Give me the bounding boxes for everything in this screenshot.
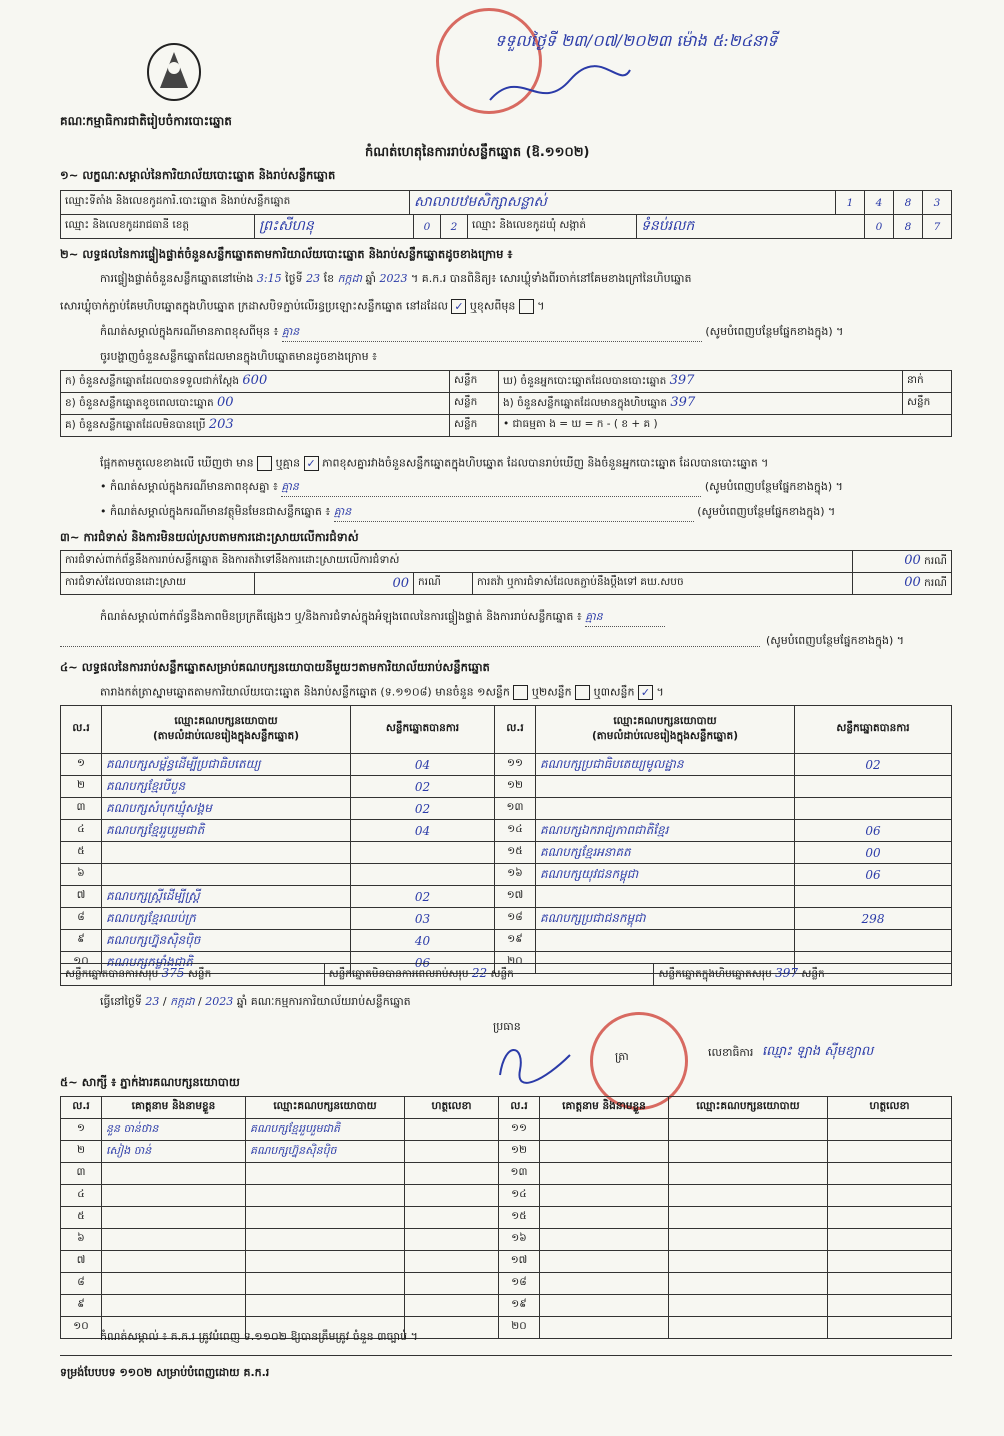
witness-name <box>540 1251 669 1273</box>
witness-signature <box>405 1251 499 1273</box>
party-name: គណបក្សខ្មែរបីបួន <box>102 776 351 798</box>
no: ១៥ <box>495 842 536 864</box>
witness-signature <box>828 1207 952 1229</box>
table-row <box>61 842 952 864</box>
location-value: សាលាបឋមសិក្សាសន្លាស់ <box>410 191 836 215</box>
witness-name <box>540 1295 669 1317</box>
count-e-value: 397 <box>670 395 696 410</box>
no: ១៧ <box>499 1251 540 1273</box>
no: ១៨ <box>495 908 536 930</box>
discrepancy-line <box>100 456 960 473</box>
no: ១០ <box>61 952 102 974</box>
p1-text: ។ គ.ក.រ បានពិនិត្យ៖ សោរឃ្លុំទាំងពីរចាក់នៅគែមខាងក្រៅនៃហិបឆ្នោត <box>411 272 692 285</box>
no: ១ <box>61 1119 102 1141</box>
commune-code-digit: 0 <box>865 215 894 239</box>
no: ៨ <box>61 908 102 930</box>
irregularity-continuation-line <box>60 634 760 647</box>
witness-name <box>102 1207 246 1229</box>
witness-party <box>246 1273 405 1295</box>
col-name: គោត្តនាម និងនាមខ្លួន <box>540 1097 669 1119</box>
unit-label: ករណី <box>924 577 947 589</box>
table-row <box>61 1295 952 1317</box>
witness-name <box>540 1207 669 1229</box>
p1-text: ខែ <box>323 272 335 285</box>
witness-party <box>246 1295 405 1317</box>
appealed-value: 00 <box>904 575 921 590</box>
count-unit: សន្លឹក <box>903 393 952 415</box>
date-day: 23 <box>145 995 160 1008</box>
location-code-digit: 3 <box>923 191 952 215</box>
form-reference: ទម្រង់បែបបទ ១១០២ សម្រាប់បំពេញដោយ គ.ក.រ <box>60 1366 270 1379</box>
no: ១៨ <box>499 1273 540 1295</box>
table-row <box>61 798 952 820</box>
col-sign: ហត្ថលេខា <box>828 1097 952 1119</box>
discrepancy-note-line <box>100 480 960 497</box>
witness-name <box>102 1185 246 1207</box>
location-code-digit: 1 <box>836 191 865 215</box>
table-row <box>61 1229 952 1251</box>
location-code-digit: 4 <box>865 191 894 215</box>
col-sign: ហត្ថលេខា <box>405 1097 499 1119</box>
no: ២ <box>61 1141 102 1163</box>
verification-month: កក្កដា <box>337 272 363 285</box>
resolved-value: 00 <box>392 576 409 591</box>
no: ១៤ <box>499 1185 540 1207</box>
no: ១៣ <box>495 798 536 820</box>
witness-name: សៀង ចាន់ <box>102 1141 246 1163</box>
two-sheets-checkbox[interactable] <box>575 685 590 700</box>
table-row <box>61 864 952 886</box>
irregularity-note-label: កំណត់សម្គាល់ពាក់ព័ន្ធនឹងភាពមិនប្រក្រតីផ្សេងៗ ឬ/និងការជំទាស់ក្នុងអំឡុងពេលនៃការផ្ទៀងផ្ទាត់ និងការរាប់សន្លឹកឆ្នោត ៖ <box>100 610 582 623</box>
no: ៦ <box>61 864 102 886</box>
vote-count <box>795 886 952 908</box>
chair-signature-icon <box>490 1035 580 1090</box>
footer-note: កំណត់សម្គាល់ ៖ គ.ក.រ ត្រូវបំពេញ ទ.១១០២ ឱ្យបានត្រឹមត្រូវ ចំនួន ៣ច្បាប់ ។ <box>100 1330 418 1343</box>
party-name: គណបក្សកម្លាំងជាតិ <box>102 952 351 974</box>
no: ២០ <box>499 1317 540 1339</box>
witness-signature <box>828 1185 952 1207</box>
has-discrepancy-checkbox[interactable] <box>257 456 272 471</box>
witness-party <box>246 1229 405 1251</box>
no: ១២ <box>495 776 536 798</box>
difference-note-label: កំណត់សម្គាល់ក្នុងករណីមានភាពខុសពីមុន ៖ <box>100 325 279 338</box>
fill-note: (សូមបំពេញបន្ថែមផ្នែកខាងក្នុង) ។ <box>705 325 844 338</box>
vote-count: 298 <box>795 908 952 930</box>
no: ១៣ <box>499 1163 540 1185</box>
witness-party: គណបក្សហ្វ៊ុនស៊ិនប៉ិច <box>246 1141 405 1163</box>
witness-name <box>102 1229 246 1251</box>
total-valid-value: 375 <box>161 966 185 980</box>
received-note: ទទួលថ្ងៃទី ២៣/០៧/២០២៣ ម៉ោង ៥:២៤នាទី <box>495 31 778 50</box>
no: ៩ <box>61 1295 102 1317</box>
commune-value: ទំនប់រលក <box>637 215 865 239</box>
table-row <box>61 908 952 930</box>
discrepancy-note-value[interactable]: គ្មាន <box>281 480 701 497</box>
witness-party <box>246 1185 405 1207</box>
vote-count: 02 <box>351 886 495 908</box>
count-intro: ចូរបង្ហាញចំនួនសន្លឹកឆ្នោតដែលមានក្នុងហិបឆ្នោតមានដូចខាងក្រោម ៖ <box>100 350 377 363</box>
witness-party <box>669 1229 828 1251</box>
verification-line-2: សោរឃ្លុំចាក់ភ្ជាប់គែមហិបឆ្នោតក្នុងហិបឆ្នោត ក្រដាសបិទភ្ជាប់លើរន្ធប្រឡោះសន្លឹកឆ្នោត នៅដដែល ✓ ឬខុសពីមុន ។ <box>60 299 545 313</box>
no: ៣ <box>61 798 102 820</box>
vote-count <box>351 864 495 886</box>
witness-signature <box>405 1207 499 1229</box>
witness-signature <box>828 1251 952 1273</box>
verification-year: 2023 <box>379 272 408 285</box>
witness-name <box>540 1141 669 1163</box>
party-name: គណបក្សហ្វ៊ុនស៊ិនប៉ិច <box>102 930 351 952</box>
count-unit: សន្លឹក <box>450 393 499 415</box>
same-as-before-checkbox[interactable]: ✓ <box>451 299 466 314</box>
no: ១៤ <box>495 820 536 842</box>
table-row <box>61 776 952 798</box>
difference-note-line <box>100 325 960 342</box>
footer-divider <box>60 1355 952 1356</box>
no: ១៦ <box>495 864 536 886</box>
table-row <box>61 820 952 842</box>
count-formula: • ជាធម្មតា ង = ឃ = ក - ( ខ + គ ) <box>499 415 952 437</box>
witness-party <box>669 1163 828 1185</box>
witness-party <box>669 1295 828 1317</box>
witness-signature <box>405 1295 499 1317</box>
date-suffix: ឆ្នាំ គណៈកម្មការការិយាល័យរាប់សន្លឹកឆ្នោត <box>236 995 411 1008</box>
difference-note-value[interactable]: គ្មាន <box>282 325 702 342</box>
count-unit: នាក់ <box>903 371 952 393</box>
province-code-digit: 0 <box>414 215 441 239</box>
table-row <box>61 1119 952 1141</box>
totals-table <box>60 963 952 986</box>
witness-name <box>102 1295 246 1317</box>
vote-count: 04 <box>351 754 495 776</box>
count-d-label: ឃ) ចំនួនអ្នកបោះឆ្នោតដែលបានបោះឆ្នោត 397 <box>499 371 903 393</box>
no: ១៧ <box>495 886 536 908</box>
witness-name <box>102 1273 246 1295</box>
unit-label: ករណី <box>414 573 473 595</box>
witness-party <box>669 1119 828 1141</box>
p1-text: ការផ្ទៀងផ្ទាត់ចំនួនសន្លឹកឆ្នោតនៅម៉ោង <box>100 272 254 285</box>
p1-text: ថ្ងៃទី <box>285 272 303 285</box>
stamp-label: ត្រា <box>615 1050 629 1063</box>
province-label: ឈ្មោះ និងលេខកូដរាជធានី ខេត្ត <box>61 215 255 239</box>
witness-name <box>540 1119 669 1141</box>
witness-signature <box>828 1273 952 1295</box>
p5-text: ផ្អែកតាមតួលេខខាងលើ ឃើញថា មាន <box>100 456 254 470</box>
table-row <box>61 1207 952 1229</box>
no: ៥ <box>61 842 102 864</box>
party-name: គណបក្សសម្ព័ន្ធដើម្បីប្រជាធិបតេយ្យ <box>102 754 351 776</box>
secretary-name: ឈ្មោះ ឡាង ស៊ីមខ្យាល <box>762 1044 874 1059</box>
no: ១៩ <box>499 1295 540 1317</box>
commune-code-digit: 7 <box>923 215 952 239</box>
date-line: ធ្វើនៅថ្ងៃទី 23 / កក្កដា / 2023 ឆ្នាំ គណៈកម្មការការិយាល័យរាប់សន្លឹកឆ្នោត <box>100 995 411 1008</box>
commune-label: ឈ្មោះ និងលេខកូដឃុំ សង្កាត់ <box>468 215 637 239</box>
complaints-total-label: ការជំទាស់ពាក់ព័ន្ធនឹងការរាប់សន្លឹកឆ្នោត និងការតវ៉ាទៅនឹងការដោះស្រាយលើការជំទាស់ <box>61 551 853 573</box>
witness-party: គណបក្សខ្មែររួបរួមជាតិ <box>246 1119 405 1141</box>
total-invalid-value: 22 <box>471 966 488 980</box>
party-name <box>536 798 795 820</box>
vote-count <box>795 776 952 798</box>
vote-count <box>351 842 495 864</box>
complaints-total-cell <box>853 551 952 573</box>
date-month: កក្កដា <box>170 995 195 1008</box>
party-name <box>102 842 351 864</box>
table-row <box>61 1273 952 1295</box>
total-valid-cell: សន្លឹកឆ្នោតបានការសរុប 375 សន្លឹក <box>61 964 325 986</box>
table-row <box>61 1141 952 1163</box>
party-name: គណបក្សស្ត្រីដើម្បីស្ត្រី <box>102 886 351 908</box>
p1-text: ឆ្នាំ <box>365 272 376 285</box>
no: ៩ <box>61 930 102 952</box>
commune-code-digit: 8 <box>894 215 923 239</box>
fill-note: (សូមបំពេញបន្ថែមផ្នែកខាងក្នុង) ។ <box>704 480 843 493</box>
irregularity-note-line <box>100 610 960 627</box>
total-invalid-cell: សន្លឹកឆ្នោតមិនបានការពេលរាប់សរុប 22 សន្លឹក <box>324 964 654 986</box>
no: ១១ <box>495 754 536 776</box>
no: ១៥ <box>499 1207 540 1229</box>
vote-count: 02 <box>351 776 495 798</box>
party-name: គណបក្សខ្មែរឈប់ក្រ <box>102 908 351 930</box>
vote-count <box>795 930 952 952</box>
party-name: គណបក្សយុវជនកម្ពុជា <box>536 864 795 886</box>
vote-count: 03 <box>351 908 495 930</box>
witness-signature <box>405 1273 499 1295</box>
ballot-count-table <box>60 370 952 437</box>
count-unit: សន្លឹក <box>450 371 499 393</box>
foreign-object-note-value[interactable]: គ្មាន <box>334 505 694 522</box>
vote-count: 06 <box>351 952 495 974</box>
party-name <box>536 930 795 952</box>
p5-text: ភាពខុសគ្នារវាងចំនួនសន្លឹកឆ្នោតក្នុងហិបឆ្នោត ដែលបានរាប់ឃើញ និងចំនួនអ្នកបោះឆ្នោត ដែលបានបោះឆ្នោត ។ <box>322 456 769 470</box>
witness-party <box>669 1207 828 1229</box>
no: ៣ <box>61 1163 102 1185</box>
no: ១១ <box>499 1119 540 1141</box>
witness-party <box>669 1185 828 1207</box>
col-votes: សន្លឹកឆ្នោតបានការ <box>795 706 952 754</box>
section3-title: ៣~ ការជំទាស់ និងការមិនយល់ស្របតាមការដោះស្រាយលើការជំទាស់ <box>60 530 359 544</box>
chair-label: ប្រធាន <box>493 1020 521 1033</box>
p2-text: ឬខុសពីមុន <box>469 299 516 313</box>
witness-signature <box>405 1229 499 1251</box>
p2-text: សោរឃ្លុំចាក់ភ្ជាប់គែមហិបឆ្នោតក្នុងហិបឆ្នោត ក្រដាសបិទភ្ជាប់លើរន្ធប្រឡោះសន្លឹកឆ្នោត នៅដដែល <box>60 299 448 313</box>
three-sheets-checkbox[interactable]: ✓ <box>638 685 653 700</box>
count-unit: សន្លឹក <box>450 415 499 437</box>
witness-signature <box>828 1295 952 1317</box>
witness-signature <box>405 1141 499 1163</box>
witness-party <box>669 1317 828 1339</box>
table-row <box>61 1251 952 1273</box>
party-name <box>102 864 351 886</box>
witness-signature <box>828 1141 952 1163</box>
tally-intro: ឬ៣សន្លឹក <box>593 685 635 699</box>
count-b-label: ខ) ចំនួនសន្លឹកឆ្នោតខូចពេលបោះឆ្នោត 00 <box>61 393 450 415</box>
count-a-label: ក) ចំនួនសន្លឹកឆ្នោតដែលបានទទួលជាក់ស្តែង 600 <box>61 371 450 393</box>
no: ៥ <box>61 1207 102 1229</box>
form-title: កំណត់ហេតុនៃការរាប់សន្លឹកឆ្នោត (ឱ.១១០២) <box>365 145 590 160</box>
no: ៤ <box>61 820 102 842</box>
col-no: ល.រ <box>61 706 102 754</box>
party-name: គណបក្សប្រជាធិបតេយ្យមូលដ្ឋាន <box>536 754 795 776</box>
no: ៦ <box>61 1229 102 1251</box>
tally-intro: ឬ២សន្លឹក <box>531 685 572 699</box>
count-c-value: 203 <box>208 417 234 432</box>
resolved-cell <box>255 573 414 595</box>
section1-title: ១~ លក្ខណៈសម្គាល់នៃការិយាល័យបោះឆ្នោត និងរាប់សន្លឹកឆ្នោត <box>60 168 336 182</box>
witness-name <box>102 1163 246 1185</box>
vote-count: 00 <box>795 842 952 864</box>
no: ១២ <box>499 1141 540 1163</box>
count-a-value: 600 <box>242 373 268 388</box>
col-name: គោត្តនាម និងនាមខ្លួន <box>102 1097 246 1119</box>
witness-signature <box>405 1163 499 1185</box>
no: ៧ <box>61 1251 102 1273</box>
witness-table <box>60 1096 952 1339</box>
witness-signature <box>828 1163 952 1185</box>
col-no: ល.រ <box>61 1097 102 1119</box>
no-discrepancy-checkbox[interactable]: ✓ <box>304 456 319 471</box>
vote-count: 04 <box>351 820 495 842</box>
tally-intro: តារាងកត់ត្រាស្នាមឆ្នោតតាមការិយាល័យបោះឆ្នោត និងរាប់សន្លឹកឆ្នោត (ទ.១១០៨) មានចំនួន ១សន្លឹក <box>100 685 510 699</box>
complaints-total-value: 00 <box>904 553 921 568</box>
witness-name <box>540 1185 669 1207</box>
no: ១ <box>61 754 102 776</box>
table-row <box>61 1163 952 1185</box>
party-name: គណបក្សសំបុកឃ្មុំសង្គម <box>102 798 351 820</box>
witness-name <box>540 1317 669 1339</box>
witness-signature <box>405 1185 499 1207</box>
table-row <box>61 754 952 776</box>
location-label: ឈ្មោះទីតាំង និងលេខកូដការិ.បោះឆ្នោត និងរាប់សន្លឹកឆ្នោត <box>61 191 410 215</box>
witness-party <box>669 1141 828 1163</box>
witness-signature <box>405 1119 499 1141</box>
witness-name: នួន ចាន់ថាន <box>102 1119 246 1141</box>
no: ១៦ <box>499 1229 540 1251</box>
total-box-value: 397 <box>775 966 798 980</box>
complaints-table <box>60 550 952 595</box>
witness-signature <box>828 1229 952 1251</box>
col-votes: សន្លឹកឆ្នោតបានការ <box>351 706 495 754</box>
province-code-digit: 2 <box>441 215 468 239</box>
party-name: គណបក្សខ្មែរអនាគត <box>536 842 795 864</box>
resolved-label: ការជំទាស់ដែលបានដោះស្រាយ <box>61 573 255 595</box>
date-label: ធ្វើនៅថ្ងៃទី <box>100 995 142 1008</box>
verification-day: 23 <box>306 272 321 285</box>
witness-signature <box>828 1317 952 1339</box>
col-party: ឈ្មោះគណបក្សនយោបាយ (តាមលំដាប់លេខរៀងក្នុងសន្លឹកឆ្នោត) <box>102 706 351 754</box>
location-code-digit: 8 <box>894 191 923 215</box>
count-b-value: 00 <box>217 395 234 410</box>
section5-title: ៥~ សាក្សី ៖ ភ្នាក់ងារគណបក្សនយោបាយ <box>60 1075 240 1089</box>
col-no: ល.រ <box>495 706 536 754</box>
witness-party <box>669 1273 828 1295</box>
no: ៨ <box>61 1273 102 1295</box>
party-name: គណបក្សប្រជាជនកម្ពុជា <box>536 908 795 930</box>
col-no: ល.រ <box>499 1097 540 1119</box>
section2-title: ២~ លទ្ធផលនៃការផ្ទៀងផ្ទាត់ចំនួនសន្លឹកឆ្នោតតាមការិយាល័យបោះឆ្នោត និងរាប់សន្លឹកឆ្នោតដូចខាងក្រោម ៖ <box>60 247 513 261</box>
witness-name <box>102 1251 246 1273</box>
count-d-value: 397 <box>669 373 695 388</box>
vote-count: 02 <box>351 798 495 820</box>
witness-signature <box>828 1119 952 1141</box>
party-name: គណបក្សខ្មែររួបរួមជាតិ <box>102 820 351 842</box>
appealed-label: ការតវ៉ា ឬការជំទាស់ដែលតភ្ជាប់នឹងប្តឹងទៅ គឃ.សបច <box>473 573 853 595</box>
party-name: គណបក្សឯករាជ្យភាពជាតិខ្មែរ <box>536 820 795 842</box>
table-row <box>61 1185 952 1207</box>
vote-count <box>795 798 952 820</box>
vote-count: 06 <box>795 820 952 842</box>
no: ១៩ <box>495 930 536 952</box>
foreign-object-note-line <box>100 505 960 522</box>
verification-time: 3:15 <box>256 272 282 285</box>
witness-signature <box>405 1317 499 1339</box>
unit-label: ករណី <box>924 555 947 567</box>
receipt-signature-icon <box>480 60 640 120</box>
no: ១០ <box>61 1317 102 1339</box>
table-row <box>61 930 952 952</box>
count-e-label: ង) ចំនួនសន្លឹកឆ្នោតដែលមានក្នុងហិបឆ្នោត 397 <box>499 393 903 415</box>
national-emblem-icon <box>140 38 208 108</box>
fill-note: (សូមបំពេញបន្ថែមផ្នែកខាងក្នុង) ។ <box>697 505 836 518</box>
witness-party <box>246 1163 405 1185</box>
fill-note: (សូមបំពេញបន្ថែមផ្នែកខាងក្នុង) ។ <box>766 634 905 647</box>
col-party: ឈ្មោះគណបក្សនយោបាយ <box>669 1097 828 1119</box>
no: ៤ <box>61 1185 102 1207</box>
vote-count: 06 <box>795 864 952 886</box>
verification-line-1 <box>100 272 960 288</box>
witness-party <box>669 1251 828 1273</box>
foreign-object-note-label: • កំណត់សម្គាល់ក្នុងករណីមានវត្ថុមិនមែនជាសន្លឹកឆ្នោត ៖ <box>100 505 331 518</box>
witness-party <box>246 1207 405 1229</box>
witness-name <box>540 1229 669 1251</box>
witness-name <box>540 1273 669 1295</box>
col-party: ឈ្មោះគណបក្សនយោបាយ (តាមលំដាប់លេខរៀងក្នុងសន្លឹកឆ្នោត) <box>536 706 795 754</box>
vote-count: 02 <box>795 754 952 776</box>
tally-sheet-line: តារាងកត់ត្រាស្នាមឆ្នោតតាមការិយាល័យបោះឆ្នោត និងរាប់សន្លឹកឆ្នោត (ទ.១១០៨) មានចំនួន ១សន្លឹក ឬ២សន្លឹក ឬ៣សន្លឹក ✓ ។ <box>100 685 664 699</box>
date-year: 2023 <box>205 995 234 1008</box>
table-row <box>61 886 952 908</box>
no: ២ <box>61 776 102 798</box>
secretary-label: លេខាធិការ <box>708 1046 754 1059</box>
vote-count: 40 <box>351 930 495 952</box>
total-box-cell: សន្លឹកឆ្នោតក្នុងហិបឆ្នោតសរុប 397 សន្លឹក <box>654 964 952 986</box>
section1-table <box>60 190 952 215</box>
party-results-table <box>60 705 952 974</box>
section4-title: ៤~ លទ្ធផលនៃការរាប់សន្លឹកឆ្នោតសម្រាប់គណបក្សនយោបាយនីមួយៗតាមការិយាល័យរាប់សន្លឹកឆ្នោត <box>60 660 490 674</box>
province-value: ព្រះសីហនុ <box>255 215 414 239</box>
witness-name <box>540 1163 669 1185</box>
party-name <box>536 776 795 798</box>
party-name <box>536 886 795 908</box>
one-sheet-checkbox[interactable] <box>513 685 528 700</box>
committee-name: គណៈកម្មាធិការជាតិរៀបចំការបោះឆ្នោត <box>60 114 232 128</box>
appealed-cell <box>853 573 952 595</box>
col-party: ឈ្មោះគណបក្សនយោបាយ <box>246 1097 405 1119</box>
no: ២០ <box>495 952 536 974</box>
p5-text: ឬគ្មាន <box>275 456 301 470</box>
different-checkbox[interactable] <box>519 299 534 314</box>
irregularity-note-value[interactable]: គ្មាន <box>585 610 665 627</box>
count-c-label: គ) ចំនួនសន្លឹកឆ្នោតដែលមិនបានប្រើ 203 <box>61 415 450 437</box>
witness-party <box>246 1251 405 1273</box>
section1-table-row2 <box>60 214 952 239</box>
no: ៧ <box>61 886 102 908</box>
discrepancy-note-label: • កំណត់សម្គាល់ក្នុងករណីមានភាពខុសគ្នា ៖ <box>100 480 278 493</box>
